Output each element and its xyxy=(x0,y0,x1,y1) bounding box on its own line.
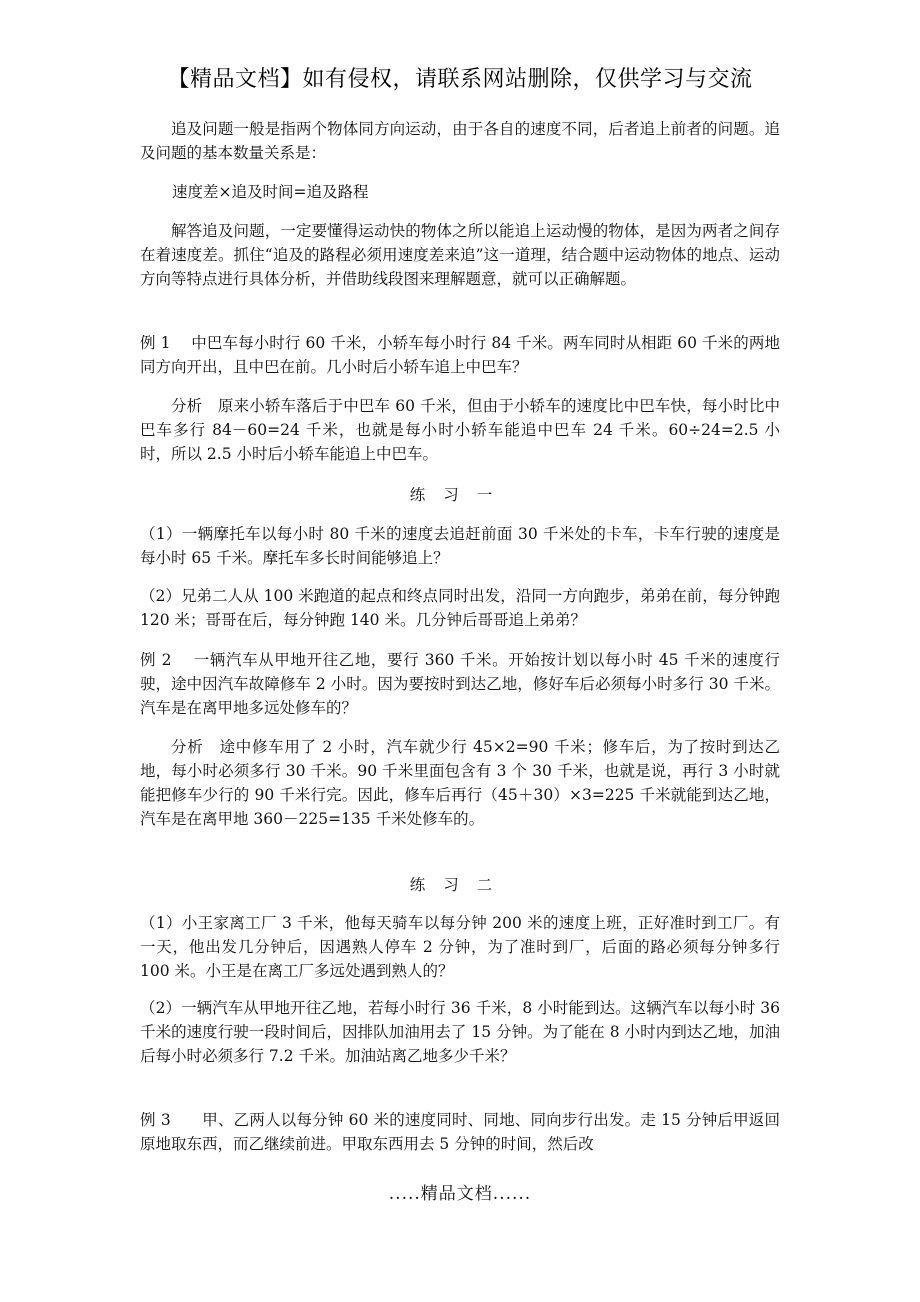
formula: 速度差×追及时间=追及路程 xyxy=(172,183,369,201)
exercise-2-item-1: （1）小王家离工厂 3 千米，他每天骑车以每分钟 200 米的速度上班，正好准时到工厂。有一天，他出发几分钟后，因遇熟人停车 2 分钟，为了准时到厂，后面的路必须每分钟多行 100 米。小王是在离工厂多远处遇到熟人的？ xyxy=(140,914,780,980)
example-2-question: 例 2 一辆汽车从甲地开往乙地，要行 360 千米。开始按计划以每小时 45 千米的速度行驶，途中因汽车故障修车 2 小时。因为要按时到达乙地，修好车后必须每小时多行 30 千米。汽车是在离甲地多远处修车的？ xyxy=(140,651,780,717)
exercise-2-item-2: （2）一辆汽车从甲地开往乙地，若每小时行 36 千米，8 小时能到达。这辆汽车以每小时 36 千米的速度行驶一段时间后，因排队加油用去了 15 分钟。为了能在 8 小时内到达乙地，加油后每小时必须多行 7.2 千米。加油站离乙地多少千米？ xyxy=(140,999,780,1065)
example-2-analysis: 分析 途中修车用了 2 小时，汽车就少行 45×2=90 千米；修车后，为了按时到达乙地，每小时必须多行 30 千米。90 千米里面包含有 3 个 30 千米，也就是说，再行 3 小时就能把修车少行的 90 千米行完。因此，修车后再行（45＋30）×3=225 千米就能到达乙地，汽车是在离甲地 360－225=135 千米处修车的。 xyxy=(140,738,780,828)
intro-definition: 追及问题一般是指两个物体同方向运动，由于各自的速度不同，后者追上前者的问题。追及问题的基本数量关系是： xyxy=(140,120,780,162)
watermark-footer: .....精品文档...... xyxy=(388,1184,532,1204)
example-1-question: 例 1 中巴车每小时行 60 千米，小轿车每小时行 84 千米。两车同时从相距 60 千米的两地同方向开出，且中巴在前。几小时后小轿车追上中巴车？ xyxy=(140,334,780,376)
exercise-2-title: 练习二 xyxy=(409,876,511,894)
example-1-analysis: 分析 原来小轿车落后于中巴车 60 千米，但由于小轿车的速度比中巴车快，每小时比中巴车多行 84－60=24 千米，也就是每小时小轿车能追中巴车 24 千米。60÷24=2.5 小时，所以 2.5 小时后小轿车能追上中巴车。 xyxy=(140,397,780,463)
watermark-header: 【精品文档】如有侵权，请联系网站删除，仅供学习与交流 xyxy=(167,67,753,92)
exercise-1-item-1: （1）一辆摩托车以每小时 80 千米的速度去追赶前面 30 千米处的卡车，卡车行驶的速度是每小时 65 千米。摩托车多长时间能够追上？ xyxy=(140,525,780,567)
exercise-1-title: 练习一 xyxy=(409,486,511,504)
exercise-1-item-2: （2）兄弟二人从 100 米跑道的起点和终点同时出发，沿同一方向跑步，弟弟在前，每分钟跑 120 米；哥哥在后，每分钟跑 140 米。几分钟后哥哥追上弟弟？ xyxy=(140,587,780,629)
intro-method: 解答追及问题，一定要懂得运动快的物体之所以能追上运动慢的物体，是因为两者之间存在着速度差。抓住“追及的路程必须用速度差来追”这一道理，结合题中运动物体的地点、运动方向等特点进行具体分析，并借助线段图来理解题意，就可以正确解题。 xyxy=(140,222,780,288)
example-3-question: 例 3 甲、乙两人以每分钟 60 米的速度同时、同地、同向步行出发。走 15 分钟后甲返回原地取东西，而乙继续前进。甲取东西用去 5 分钟的时间，然后改 xyxy=(140,1111,780,1153)
